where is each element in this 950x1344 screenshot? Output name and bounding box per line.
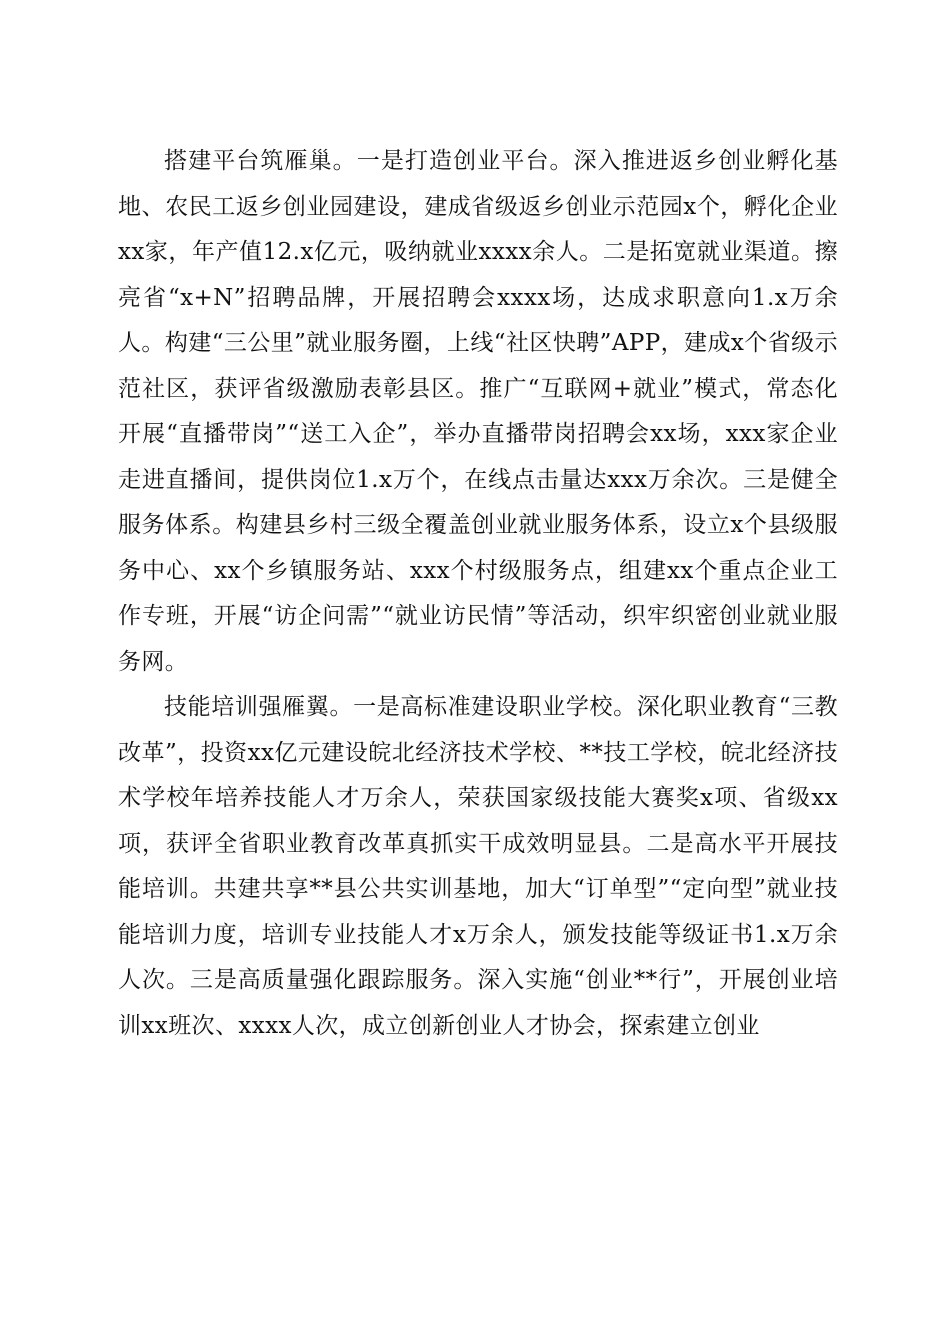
paragraph-platform: 搭建平台筑雁巢。一是打造创业平台。深入推进返乡创业孵化基地、农民工返乡创业园建设，建成省级返乡创业示范园x个，孵化企业xx家，年产值12.x亿元，吸纳就业xxxx余人。二是拓宽就业渠道。擦亮省“x+N”招聘品牌，开展招聘会xxxx场，达成求职意向1.x万余人。构建“三公里”就业服务圈，上线“社区快聘”APP，建成x个省级示范社区，获评省级激励表彰县区。推广“互联网+就业”模式，常态化开展“直播带岗”“送工入企”，举办直播带岗招聘会xx场，xxx家企业走进直播间，提供岗位1.x万个，在线点击量达xxx万余次。三是健全服务体系。构建县乡村三级全覆盖创业就业服务体系，设立x个县级服务中心、xx个乡镇服务站、xxx个村级服务点，组建xx个重点企业工作专班，开展“访企问需”“就业访民情”等活动，织牢织密创业就业服务网。 [118, 148, 838, 675]
document-body [118, 139, 838, 1049]
paragraph-skills-training: 技能培训强雁翼。一是高标准建设职业学校。深化职业教育“三教改革”，投资xx亿元建设皖北经济技术学校、**技工学校，皖北经济技术学校年培养技能人才万余人，荣获国家级技能大赛奖x项、省级xx项，获评全省职业教育改革真抓实干成效明显县。二是高水平开展技能培训。共建共享**县公共实训基地，加大“订单型”“定向型”就业技能培训力度，培训专业技能人才x万余人，颁发技能等级证书1.x万余人次。三是高质量强化跟踪服务。深入实施“创业**行”，开展创业培训xx班次、xxxx人次，成立创新创业人才协会，探索建立创业 [118, 694, 838, 1039]
